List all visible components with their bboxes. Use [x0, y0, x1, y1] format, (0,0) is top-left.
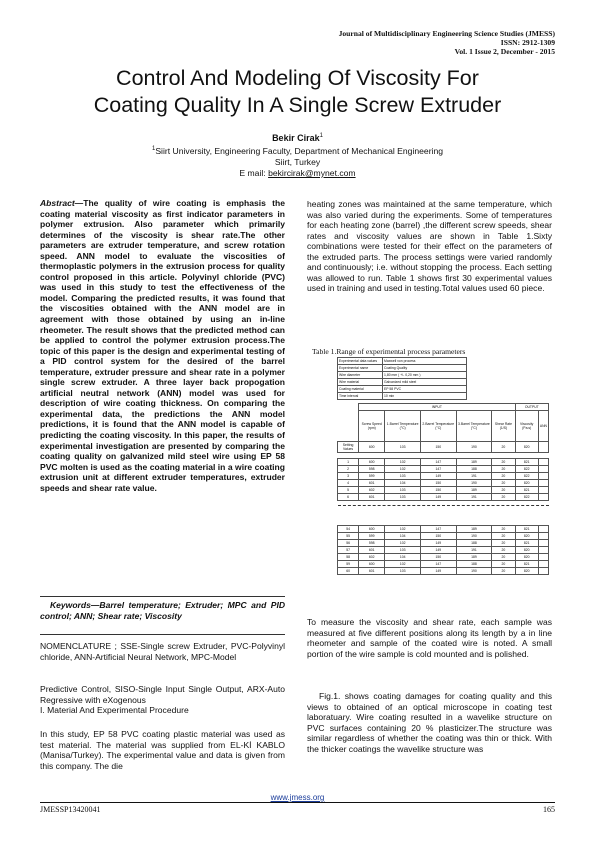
table-cell: 104	[385, 553, 421, 560]
table-cell: 20	[492, 532, 515, 539]
table-cell: 188	[456, 560, 492, 567]
table-cell: 20	[492, 486, 515, 493]
table-cell: 147	[420, 458, 456, 465]
abstract-label: Abstract	[40, 198, 75, 208]
table-row	[338, 458, 549, 465]
column-header: ANN	[538, 411, 548, 442]
email-link[interactable]: bekircirak@mynet.com	[268, 167, 356, 178]
table-cell: 20	[492, 458, 515, 465]
table-cell: 147	[420, 560, 456, 567]
table-cell: 20	[492, 472, 515, 479]
table-cell: 821	[515, 486, 538, 493]
table-meta-row	[338, 379, 467, 386]
table-cell: 3	[338, 472, 359, 479]
table-cell: 820	[515, 546, 538, 553]
table-meta-row	[338, 358, 467, 365]
paragraph-heating: heating zones was maintained at the same temperature, which was also varied during the experiments. Some of temperatures for each heating zone (barrel) ,the different screw speeds, shear rates and viscosity values are shown in Table 1.Sixty combinations were tested for their effect on the parameters of the extruded parts. The process settings were varied randomly and continuously; i.e. without stopping the process. Each setting was allowed to run. Table 1 shows first 30 experimental values used in training and used in testing.Total values used 60 piece.	[307, 199, 552, 294]
table-cell: 103	[385, 546, 421, 553]
table-cell: 150	[420, 479, 456, 486]
table-cell: 822	[515, 493, 538, 500]
table-cell: 598	[359, 539, 385, 546]
title-line-2: Coating Quality In A Single Screw Extruder	[93, 93, 502, 117]
abstract	[40, 198, 285, 493]
table-cell: 20	[492, 479, 515, 486]
table-cell: 102	[385, 539, 421, 546]
table-row	[338, 553, 549, 560]
footer-link[interactable]: www.jmess.org	[270, 793, 325, 802]
table-cell: 149	[420, 493, 456, 500]
city: Siirt, Turkey	[274, 156, 321, 167]
abstract-text: —The quality of wire coating is emphasis the coating material viscosity as first indicator parameters in polymer extrusion. Also parameter which primarily determines of the viscosity is shear rate.The other parameters are extruder temperature, and screw rotation speed. ANN model to evaluate the viscosities of thermoplastic polymers in the extrusion process for quality control proposed in this article. Polyvinyl chloride (PVC) was used in this study to test the effectiveness of the model. Comparing the predicted results, it was found that the viscosities obtained with the ANN model are in agreement with those obtained by using an in-line rheometer. The result shows that the predicted method can be applied to control the polymer extrusion process.The topic of this paper is the design and experimental testing of a PID control system for the desired of the barrel temperature, extruder pressure and shear rate in a polymer single screw extruder. A three layer back propogation artificial neutral network (ANN) model was used for description of wire coating thickness. On comparing the experimental data, the predictions the ANN model predictions, it is found that the ANN model is capable of predicting the coating viscosity. In this paper, the results of experimental investigation are presented by comparing the coating quality on galvanized mild steel wire using EP 58 PVC molten is used as the coating material in a wire coating extrusion unit at different extruder temperatures, extruder speeds and shear rate value.	[40, 198, 285, 493]
group-input: INPUT	[359, 404, 515, 411]
table-cell: 820	[515, 479, 538, 486]
table-cell: 600	[359, 458, 385, 465]
meta-key: Wire material	[338, 379, 383, 386]
table-cell: 599	[359, 532, 385, 539]
table-cell: 20	[492, 546, 515, 553]
table-row	[338, 486, 549, 493]
column-header: 3.Barrel Temperature (°C)	[456, 411, 492, 442]
ann-cell	[538, 546, 548, 553]
table-cell: 150	[420, 532, 456, 539]
table-cell: 103	[385, 567, 421, 574]
footer-id: JMESSP13420041	[40, 805, 101, 814]
table-cell: 5	[338, 486, 359, 493]
table-cell: 821	[515, 458, 538, 465]
table-cell: 189	[456, 525, 492, 532]
footer-rule	[40, 802, 555, 803]
meta-key: Experimental name	[338, 365, 383, 372]
table-cell: 20	[492, 525, 515, 532]
predictive-text: Predictive Control, SISO-Single Input Single Output, ARX-Auto Regressive with eXogenous	[40, 684, 285, 705]
table-cell: 4	[338, 479, 359, 486]
table-cell: 191	[456, 546, 492, 553]
column-header: 1.Barrel Temperature (°C)	[385, 411, 421, 442]
table-cell: 820	[515, 553, 538, 560]
column-header: 2.Barrel Temperature (°C)	[420, 411, 456, 442]
table-cell: 57	[338, 546, 359, 553]
ann-cell	[538, 539, 548, 546]
table-row	[338, 472, 549, 479]
table-caption: Table 1.Range of experimental process parameters	[312, 347, 466, 356]
ann-cell	[538, 560, 548, 567]
table-cell: 601	[359, 546, 385, 553]
meta-key: Wire diameter	[338, 372, 383, 379]
table-cell: 191	[456, 472, 492, 479]
table-row	[338, 479, 549, 486]
table-row	[338, 532, 549, 539]
column-header: Screw Speed (rpm)	[359, 411, 385, 442]
table-cell: 104	[385, 479, 421, 486]
ann-cell	[538, 472, 548, 479]
setting-cell: 20	[492, 441, 515, 452]
table-cell: 103	[385, 493, 421, 500]
table-meta-row	[338, 393, 467, 400]
table-cell: 821	[515, 525, 538, 532]
table-cell: 58	[338, 553, 359, 560]
table-cell: 822	[515, 465, 538, 472]
paragraph-material: In this study, EP 58 PVC coating plastic material was used as test material. The material was supplied from EL-Kİ KABLO (Manisa/Turkey). The experimental value and data is given from this company. The die	[40, 729, 285, 771]
table-cell: 55	[338, 532, 359, 539]
setting-cell: 190	[456, 441, 492, 452]
table-cell: 601	[359, 493, 385, 500]
table-cell: 54	[338, 525, 359, 532]
group-output: OUTPUT	[515, 404, 548, 411]
table-cell: 189	[456, 486, 492, 493]
table-cell: 104	[385, 532, 421, 539]
table-cell: 190	[456, 479, 492, 486]
table-cell: 601	[359, 567, 385, 574]
table-cell: 150	[420, 486, 456, 493]
table-cell: 149	[420, 567, 456, 574]
table-cell: 150	[420, 553, 456, 560]
table-cell: 820	[515, 567, 538, 574]
table-row	[338, 493, 549, 500]
table-cell: 20	[492, 567, 515, 574]
setting-cell: 600	[359, 441, 385, 452]
table-cell: 6	[338, 493, 359, 500]
table-row	[338, 560, 549, 567]
nomenclature: NOMENCLATURE ; SSE-Single screw Extruder, PVC-Polyvinyl chloride, ANN-Artificial Neural Network, MPC-Model	[40, 641, 285, 662]
ann-cell	[538, 553, 548, 560]
email-label: E mail:	[239, 167, 269, 178]
table-cell: 20	[492, 465, 515, 472]
table-cell: 60	[338, 567, 359, 574]
table-cell: 188	[456, 539, 492, 546]
keywords: Keywords—Barrel temperature; Extruder; MPC and PID control; ANN; Shear rate; Viscosity	[40, 600, 285, 621]
ann-cell	[538, 479, 548, 486]
table-meta-row	[338, 365, 467, 372]
table-cell: 102	[385, 465, 421, 472]
table-cell: 103	[385, 486, 421, 493]
meta-value: Galvanized mild steel	[383, 379, 467, 386]
table-cell: 602	[359, 553, 385, 560]
table-cell: 102	[385, 525, 421, 532]
table-cell: 602	[359, 486, 385, 493]
table-cell: 59	[338, 560, 359, 567]
table-cell: 147	[420, 465, 456, 472]
table-cell: 599	[359, 472, 385, 479]
table-cell: 600	[359, 525, 385, 532]
table-row	[338, 567, 549, 574]
meta-value: Maxwell von process	[383, 358, 467, 365]
table-main	[337, 403, 549, 575]
ann-cell	[538, 493, 548, 500]
paper-title	[40, 65, 555, 119]
row-gap-divider	[338, 501, 549, 506]
table-row	[338, 546, 549, 553]
table-cell: 822	[515, 472, 538, 479]
meta-key: Coating material	[338, 386, 383, 393]
table-meta-row	[338, 386, 467, 393]
meta-value: 1,80 mm ( +/- 0,20 mm )	[383, 372, 467, 379]
table-cell: 821	[515, 539, 538, 546]
table-row	[338, 465, 549, 472]
journal-name: Journal of Multidisciplinary Engineering Science Studies (JMESS)	[338, 29, 555, 38]
table-cell: 600	[359, 560, 385, 567]
table-cell: 20	[492, 560, 515, 567]
author-sup: 1	[319, 133, 323, 139]
setting-cell: 150	[420, 441, 456, 452]
table-cell: 20	[492, 493, 515, 500]
section-heading: I. Material And Experimental Procedure	[40, 705, 189, 715]
column-header: Viscosity (Pa.s)	[515, 411, 538, 442]
meta-key: Experimental data values	[338, 358, 383, 365]
table-cell: 188	[456, 465, 492, 472]
journal-volume: Vol. 1 Issue 2, December - 2015	[454, 47, 555, 56]
table-cell: 149	[420, 472, 456, 479]
meta-value: EP 58 PVC	[383, 386, 467, 393]
setting-cell: 103	[385, 441, 421, 452]
meta-value: Coating Quality	[383, 365, 467, 372]
table-cell: 191	[456, 493, 492, 500]
ann-cell	[538, 458, 548, 465]
meta-value: 10 min	[383, 393, 467, 400]
table-cell: 601	[359, 479, 385, 486]
paragraph-fig1: Fig.1. shows coating damages for coating quality and this views to obtained of an optical microscope in coating test laboratuary. Wire coating resulted in a wavelike structure on PVC surfaces containing 20 % plasticizer.The structure was similar regardless of whether the coating was thin or thick. With the thicker coatings the wavelike structure was	[307, 691, 552, 754]
title-line-1: Control And Modeling Of Viscosity For	[116, 66, 479, 90]
table-cell: 20	[492, 539, 515, 546]
table-cell: 1	[338, 458, 359, 465]
author-name: Bekir Cirak	[272, 132, 320, 143]
table-cell: 190	[456, 567, 492, 574]
table-cell: 102	[385, 458, 421, 465]
table-cell: 149	[420, 546, 456, 553]
table-cell: 2	[338, 465, 359, 472]
author-block	[40, 131, 555, 179]
ann-cell	[538, 486, 548, 493]
table-cell: 189	[456, 458, 492, 465]
table-cell: 103	[385, 472, 421, 479]
table-cell: 190	[456, 532, 492, 539]
page-number: 165	[543, 805, 555, 814]
meta-key: Time interval	[338, 393, 383, 400]
affiliation: Siirt University, Engineering Faculty, Department of Mechanical Engineering	[155, 145, 444, 156]
table-cell: 821	[515, 560, 538, 567]
column-header: Shear Rate (1/S)	[492, 411, 515, 442]
ann-cell	[538, 525, 548, 532]
table-cell: 56	[338, 539, 359, 546]
ann-cell	[538, 567, 548, 574]
ann-cell	[538, 465, 548, 472]
table-cell: 189	[456, 553, 492, 560]
affiliation-sup: 1	[151, 145, 156, 152]
table-cell: 147	[420, 525, 456, 532]
table-cell: 820	[515, 532, 538, 539]
paragraph-measure: To measure the viscosity and shear rate, each sample was measured at five different positions along its length by a in line rheometer and sample of the coated wire is noted. A small portion of the wire sample is cold mounted and is polished.	[307, 617, 552, 659]
table-cell: 598	[359, 465, 385, 472]
journal-header	[339, 29, 555, 56]
experimental-table	[337, 357, 549, 575]
setting-cell: 820	[515, 441, 538, 452]
table-cell: 149	[420, 539, 456, 546]
table-cell: 20	[492, 553, 515, 560]
table-row	[338, 525, 549, 532]
table-row	[338, 539, 549, 546]
ann-cell	[538, 532, 548, 539]
table-meta-row	[338, 372, 467, 379]
table-meta	[337, 357, 467, 400]
journal-issn: ISSN: 2912-1309	[500, 38, 555, 47]
table-cell: 102	[385, 560, 421, 567]
setting-label: Setting Values	[338, 441, 359, 452]
